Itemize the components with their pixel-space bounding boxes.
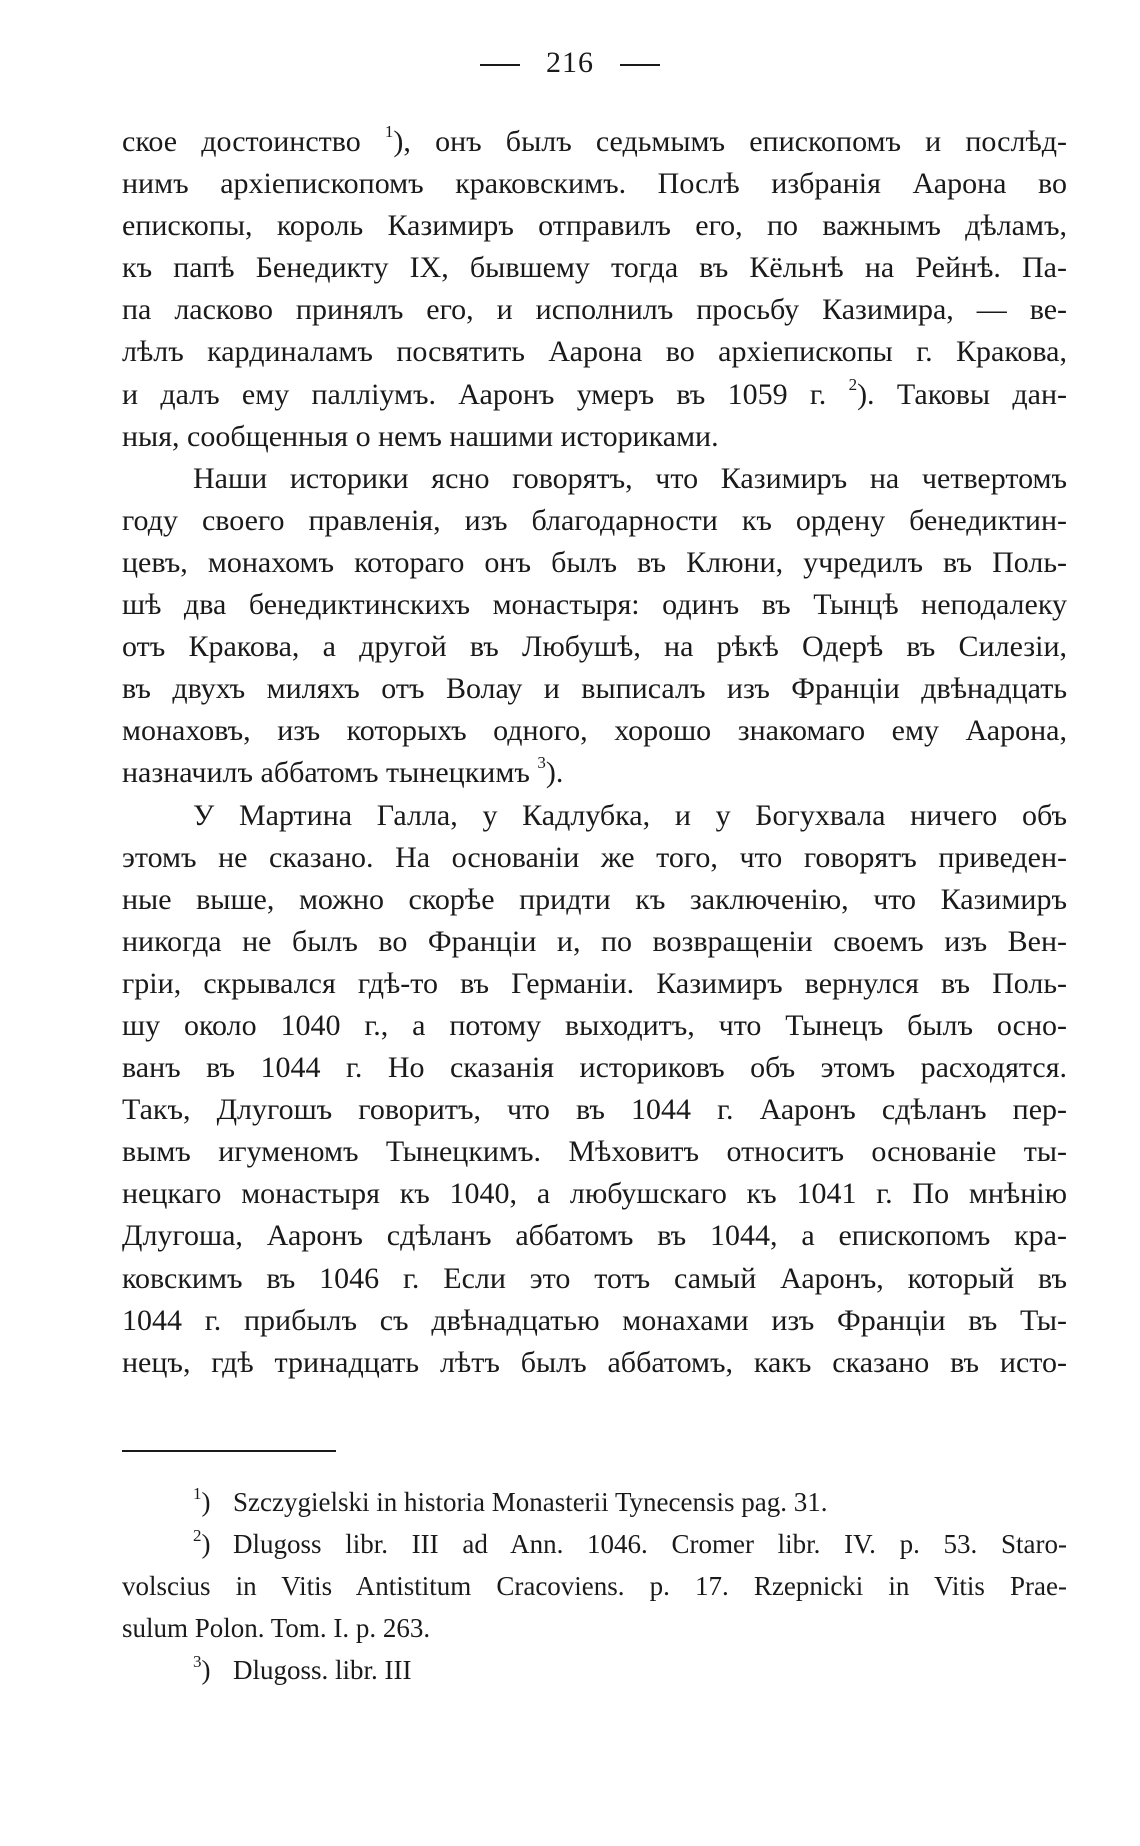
text-line — [122, 1215, 1067, 1257]
text-line — [122, 752, 1067, 794]
footnote-reference[interactable]: 1 — [384, 122, 394, 141]
text-line — [122, 247, 1067, 289]
text-line-content: ковскимъ въ 1046 г. Если это тотъ самый Ааронъ, который въ — [122, 1261, 1067, 1295]
text-line — [122, 289, 1067, 331]
footnote-reference[interactable]: 2 — [848, 374, 858, 394]
text-line — [122, 837, 1067, 879]
text-line-content: вымъ игуменомъ Тынецкимъ. Мѣховитъ относитъ основаніе ты- — [122, 1135, 1067, 1169]
text-line — [122, 458, 1067, 500]
text-line-content: ныя, сообщенныя о немъ нашими историками. — [122, 419, 719, 453]
footnote-marker: $^1$) — [193, 1484, 211, 1517]
text-line-content: ское достоинство — [122, 125, 385, 158]
text-line — [122, 1258, 1067, 1300]
text-line-content: лѣлъ кардиналамъ посвятить Аарона во архіепископы г. Кракова, — [122, 335, 1067, 369]
text-line — [122, 879, 1067, 921]
text-line-content: епископы, король Казимиръ отправилъ его, по важнымъ дѣламъ, — [122, 209, 1067, 243]
text-line-content: монаховъ, изъ которыхъ одного, хорошо знакомаго ему Аарона, — [122, 714, 1067, 748]
footnote-number: 1 — [193, 1484, 202, 1503]
text-line — [122, 374, 1067, 416]
text-line-content: назначилъ аббатомъ тынецкимъ — [122, 756, 538, 790]
text-line — [122, 1342, 1067, 1384]
footnote-marker: $^3$) — [193, 1652, 211, 1686]
footnote-line — [122, 1565, 1067, 1607]
text-line — [122, 1173, 1067, 1215]
text-line-content: Длугоша, Ааронъ сдѣланъ аббатомъ въ 1044, а епископомъ кра- — [122, 1219, 1067, 1253]
text-line-content: шѣ два бенедиктинскихъ монастыря: одинъ въ Тынцѣ неподалеку — [122, 588, 1067, 622]
text-line-content: па ласково принялъ его, и исполнилъ просьбу Казимира, — ве- — [122, 293, 1067, 327]
text-line — [122, 331, 1067, 373]
text-line — [122, 584, 1067, 626]
text-line-content: отъ Кракова, а другой въ Любушѣ, на рѣкѣ Одерѣ въ Силезіи, — [122, 630, 1067, 664]
footnote-line — [122, 1649, 1067, 1691]
footnote-line — [122, 1481, 1067, 1523]
text-line-continuation: ), онъ былъ седьмымъ епископомъ и послѣд- — [393, 125, 1067, 158]
footnote-text: volscius in Vitis Antistitum Cracoviens. p. 17. Rzepnicki in Vitis Prae- — [122, 1571, 1067, 1602]
text-line-content: шу около 1040 г., а потому выходитъ, что Тынецъ былъ осно- — [122, 1008, 1067, 1042]
text-line-content: 1044 г. прибылъ съ двѣнадцатью монахами изъ Франціи въ Ты- — [122, 1303, 1067, 1337]
text-line — [122, 626, 1067, 668]
footnote-text: Szczygielski in historia Monasterii Tynecensis pag. 31. — [233, 1487, 828, 1517]
text-line — [122, 710, 1067, 752]
text-line-content: ванъ въ 1044 г. Но сказанія историковъ объ этомъ расходятся. — [122, 1051, 1067, 1085]
text-line — [122, 921, 1067, 963]
header-dash-right — [620, 64, 660, 66]
footnote-number: 3 — [193, 1652, 202, 1672]
footnote-number: 2 — [193, 1526, 202, 1546]
text-line — [122, 963, 1067, 1005]
text-line-content: У Мартина Галла, у Кадлубка, и у Богухвала ничего объ — [193, 798, 1067, 832]
footnote-separator — [122, 1450, 336, 1452]
footnote-text: Dlugoss libr. III ad Ann. 1046. Cromer libr. IV. p. 53. Staro- — [233, 1529, 1067, 1560]
text-line-content: этомъ не сказано. На основаніи же того, что говорятъ приведен- — [122, 840, 1067, 874]
text-line — [122, 121, 1067, 163]
text-line — [122, 205, 1067, 247]
text-line — [122, 1047, 1067, 1089]
footnote-line — [122, 1523, 1067, 1565]
text-line-content: никогда не былъ во Франціи и, по возвращеніи своемъ изъ Вен- — [122, 924, 1067, 958]
text-line-content: году своего правленія, изъ благодарности къ ордену бенедиктин- — [122, 503, 1067, 537]
text-line-content: къ папѣ Бенедикту IX, бывшему тогда въ Кёльнѣ на Рейнѣ. Па- — [122, 251, 1067, 285]
text-line-content: цевъ, монахомъ котораго онъ былъ въ Клюни, учредилъ въ Поль- — [122, 545, 1067, 579]
text-line-content: въ двухъ миляхъ отъ Волау и выписалъ изъ Франціи двѣнадцать — [122, 672, 1067, 706]
text-line — [122, 1300, 1067, 1342]
text-line — [122, 416, 1067, 458]
text-line-content: нецъ, гдѣ тринадцать лѣтъ былъ аббатомъ, какъ сказано въ исто- — [122, 1345, 1067, 1379]
text-line-continuation: ). Таковы дан- — [857, 377, 1067, 411]
text-line — [122, 1089, 1067, 1131]
footnote-text: sulum Polon. Tom. I. p. 263. — [122, 1613, 431, 1644]
text-line-content: Такъ, Длугошъ говоритъ, что въ 1044 г. Ааронъ сдѣланъ пер- — [122, 1093, 1067, 1127]
text-line — [122, 795, 1067, 837]
text-line-content: и далъ ему палліумъ. Ааронъ умеръ въ 1059 г. — [122, 377, 849, 411]
text-line-content: нимъ архіепископомъ краковскимъ. Послѣ избранія Аарона во — [122, 167, 1067, 201]
text-line-continuation: ). — [545, 756, 564, 790]
footnote-text: Dlugoss. libr. III — [233, 1655, 412, 1686]
footnotes — [122, 1481, 1067, 1691]
header-dash-left — [480, 64, 520, 66]
footnote-reference[interactable]: 3 — [537, 753, 546, 773]
text-line — [122, 1131, 1067, 1173]
text-line-content: ные выше, можно скорѣе придти къ заключенію, что Казимиръ — [122, 882, 1067, 916]
text-line — [122, 500, 1067, 542]
footnote-line — [122, 1607, 1067, 1649]
text-line — [122, 1005, 1067, 1047]
footnote-marker: $^2$) — [193, 1526, 211, 1560]
page-header — [0, 46, 1140, 80]
text-line — [122, 542, 1067, 584]
text-line — [122, 668, 1067, 710]
body-text — [122, 121, 1067, 1384]
page-number: 216 — [546, 46, 594, 79]
text-line-content: нецкаго монастыря къ 1040, а любушскаго къ 1041 г. По мнѣнію — [122, 1177, 1067, 1211]
text-line — [122, 163, 1067, 205]
text-line-content: гріи, скрывался гдѣ-то въ Германіи. Казимиръ вернулся въ Поль- — [122, 966, 1067, 1000]
text-line-content: Наши историки ясно говорятъ, что Казимиръ на четвертомъ — [193, 461, 1067, 495]
